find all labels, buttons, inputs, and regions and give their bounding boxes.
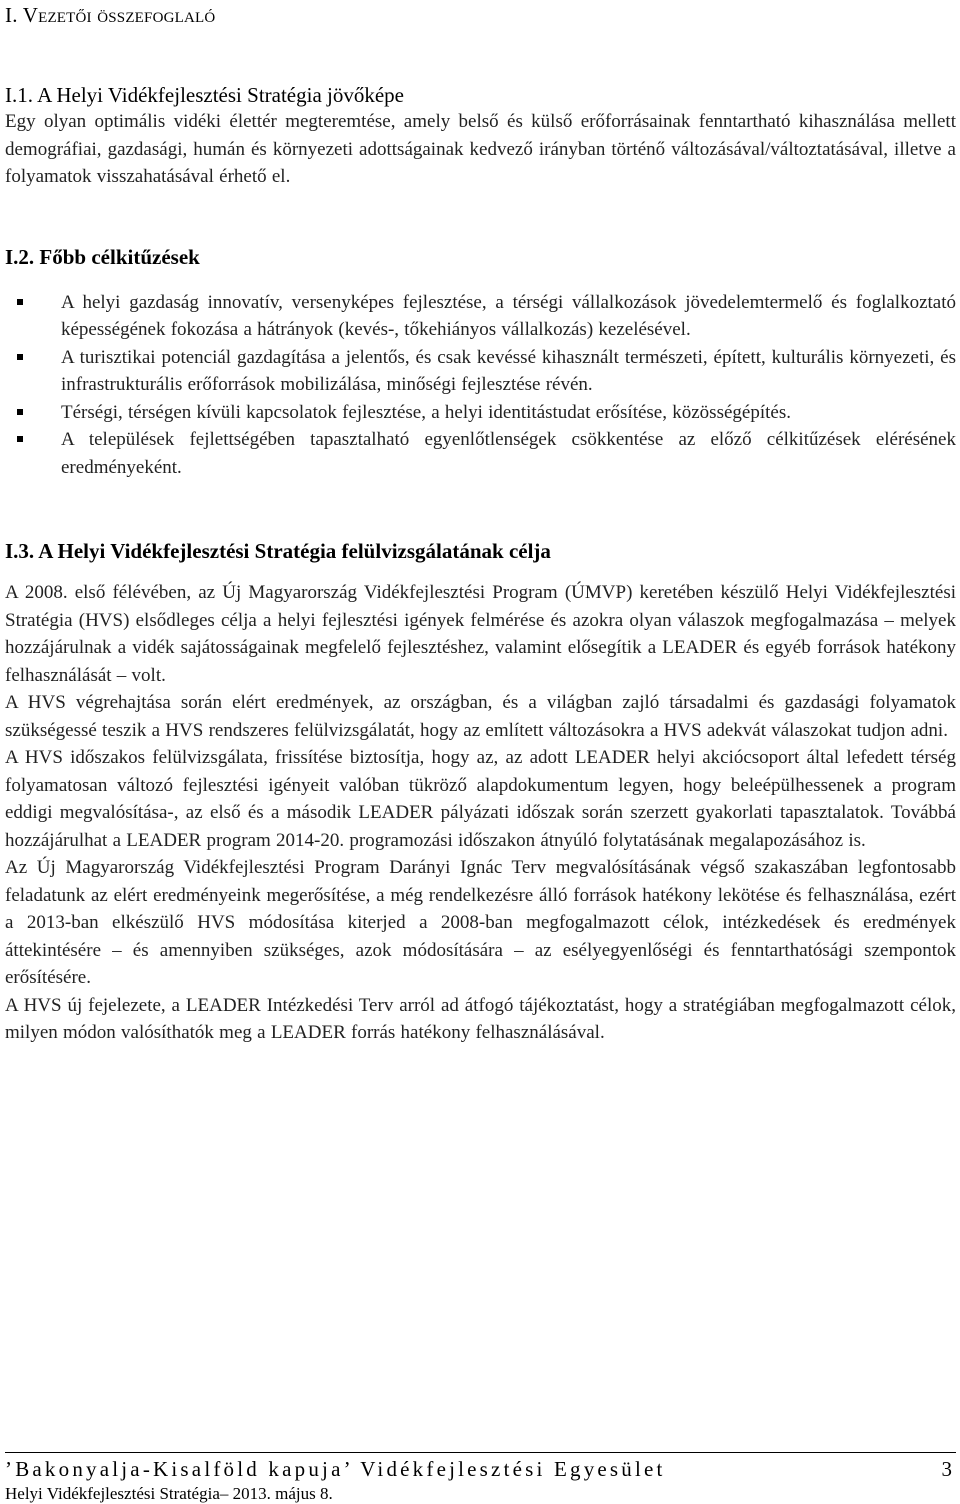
page-footer	[5, 1452, 956, 1504]
square-bullet-icon	[17, 409, 23, 415]
list-item	[61, 344, 956, 399]
list-item	[61, 426, 956, 481]
list-item-text: A turisztikai potenciál gazdagítása a jelentős, és csak kevéssé kihasznált természeti, épített, kulturális környezeti, és infrastrukturális erőforrások mobilizálása, minőségi fejlesztése révén.	[61, 346, 956, 395]
footer-organization: ’Bakonyalja-Kisalföld kapuja’ Vidékfejlesztési Egyesület	[5, 1457, 666, 1481]
section-heading-vision: I.1. A Helyi Vidékfejlesztési Stratégia jövőképe	[5, 83, 404, 107]
page-number: 3	[941, 1457, 952, 1481]
list-item-text: A helyi gazdaság innovatív, versenyképes fejlesztése, a térségi vállalkozások jövedelemtermelő és foglalkoztató képességének fokozása a hátrányok (kevés-, tőkehiányos vállalkozás) kezelésével.	[61, 291, 956, 340]
footer-top-line	[5, 1453, 956, 1484]
document-page	[5, 0, 956, 1047]
square-bullet-icon	[17, 299, 23, 305]
section-heading-review: I.3. A Helyi Vidékfejlesztési Stratégia felülvizsgálatának célja	[5, 539, 551, 563]
list-item	[61, 289, 956, 344]
review-paragraph: A 2008. első félévében, az Új Magyarország Vidékfejlesztési Program (ÚMVP) keretében készülő Helyi Vidékfejlesztési Stratégia (HVS) elsődleges célja a helyi fejlesztési igények felmérése és azokra olyan válaszok megfogalmazása – melyek hozzájárulnak a vidék sajátosságainak megfelelő fejlesztéshez, valamint elősegítik a LEADER és egyéb források hatékony felhasználását – volt.	[5, 582, 956, 686]
review-body	[5, 579, 956, 1047]
vision-paragraph: Egy olyan optimális vidéki élettér megteremtése, amely belső és külső erőforrásainak fenntartható kihasználása mellett demográfiai, gazdasági, humán és környezeti adottságainak kedvező irányban történő változásával/változtatásával, illetve a folyamatok visszahatásával érhető el.	[5, 111, 956, 187]
review-paragraph: A HVS időszakos felülvizsgálata, frissítése biztosítja, hogy az, az adott LEADER helyi akciócsoport által lefedett térség folyamatosan változó fejlesztési igényeit valóban tükröző alapdokumentum legyen, hogy beleépülhessenek a program eddigi megvalósítása-, az első és a második LEADER pályázati időszak során szerzett gyakorlati tapasztalatok. Továbbá hozzájárulhat a LEADER program 2014-20. programozási időszakon átnyúló folytatásának megalapozásához is.	[5, 747, 956, 851]
section-heading-goals: I.2. Főbb célkitűzések	[5, 244, 200, 269]
list-item-text: Térségi, térségen kívüli kapcsolatok fejlesztése, a helyi identitástudat erősítése, közösségépítés.	[61, 401, 791, 423]
chapter-title: I. Vezetői összefoglaló	[5, 3, 216, 27]
review-paragraph: A HVS új fejelezete, a LEADER Intézkedési Terv arról ad átfogó tájékoztatást, hogy a stratégiában megfogalmazott célok, milyen módon valósíthatók meg a LEADER forrás hatékony felhasználásával.	[5, 994, 956, 1043]
list-item-text: A települések fejlettségében tapasztalható egyenlőtlenségek csökkentése az előző célkitűzések elérésének eredményeként.	[61, 429, 956, 478]
square-bullet-icon	[17, 354, 23, 360]
square-bullet-icon	[17, 436, 23, 442]
footer-document-title: Helyi Vidékfejlesztési Stratégia– 2013. május 8.	[5, 1484, 333, 1503]
review-paragraph: Az Új Magyarország Vidékfejlesztési Program Darányi Ignác Terv megvalósításának végső szakaszában legfontosabb feladatunk az elért eredményeink megerősítése, a még rendelkezésre álló források hatékony lekötése és felhasználása, ezért a 2013-ban elkészülő HVS módosítása kiterjed a 2008-ban megfogalmazott célok, intézkedések és eredmények áttekintésére – és amennyiben szükséges, azok módosítására – az esélyegyenlőségi és fenntarthatósági szempontok erősítésére.	[5, 857, 956, 988]
list-item	[61, 399, 956, 427]
review-paragraph: A HVS végrehajtása során elért eredmények, az országban, és a világban zajló társadalmi és gazdasági folyamatok szükségessé teszik a HVS rendszeres felülvizsgálatát, hogy az említett változásokra a HVS adekvát válaszokat tudjon adni.	[5, 692, 956, 741]
goals-list	[5, 289, 956, 482]
